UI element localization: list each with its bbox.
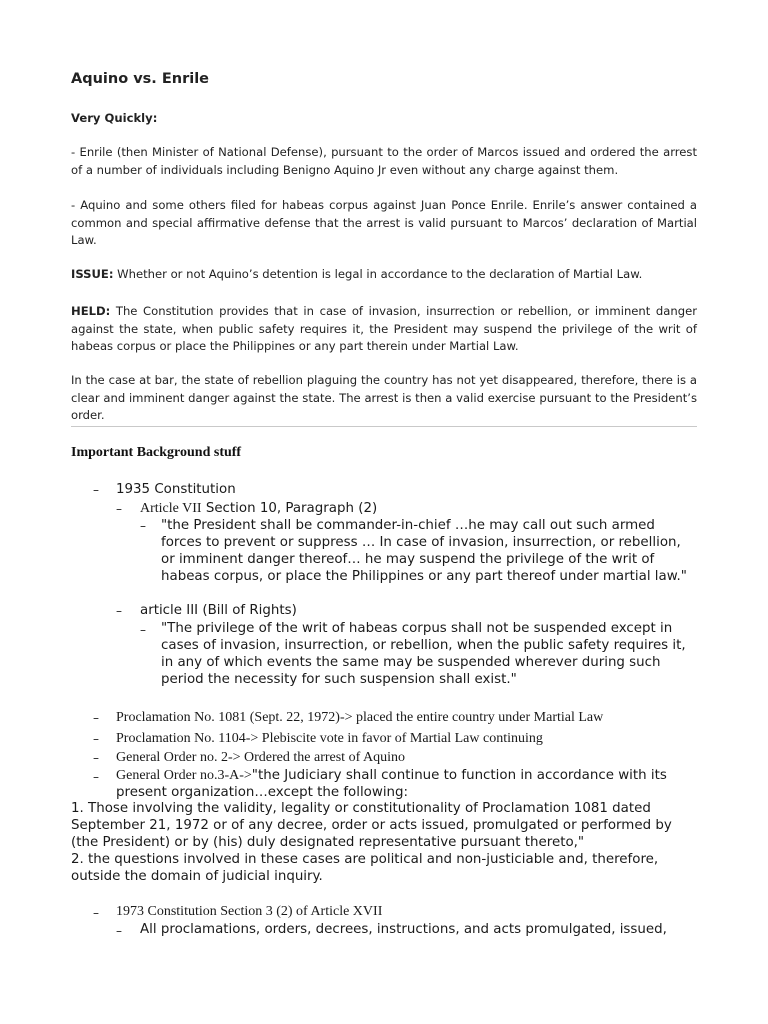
list-item-proclamation-1104: Proclamation No. 1104-> Plebiscite vote in favor of Martial Law continuing bbox=[116, 731, 543, 746]
list-item-1935-constitution: 1935 Constitution bbox=[116, 482, 236, 497]
list-item-article-vii bbox=[140, 499, 377, 517]
article-vii-label: Article VII bbox=[140, 501, 202, 516]
list-item-proclamation-1081: Proclamation No. 1081 (Sept. 22, 1972)-> placed the entire country under Martial Law bbox=[116, 710, 604, 725]
list-dash: – bbox=[93, 483, 99, 497]
general-order-3a-label: General Order no.3-A-> bbox=[116, 768, 252, 783]
document-title: Aquino vs. Enrile bbox=[71, 71, 210, 87]
section-divider bbox=[71, 426, 697, 427]
paragraph-habeas-corpus: - Aquino and some others filed for habeas corpus against Juan Ponce Enrile. Enrile’s answer contained a common and special affirmative defense that the arrest is valid pursuant to Marcos’ declaration of Martial Law. bbox=[71, 198, 697, 247]
list-item-general-order-2: General Order no. 2-> Ordered the arrest of Aquino bbox=[116, 750, 405, 765]
list-item-article-iii: article III (Bill of Rights) bbox=[140, 603, 297, 618]
list-dash: – bbox=[93, 906, 99, 920]
issue-text: Whether or not Aquino’s detention is legal in accordance to the declaration of Martial Law. bbox=[113, 267, 643, 281]
general-order-3a-exception-2: 2. the questions involved in these cases are political and non-justiciable and, therefore, outside the domain of judicial inquiry. bbox=[71, 852, 659, 884]
list-dash: – bbox=[116, 502, 122, 516]
paragraph-enrile-order: - Enrile (then Minister of National Defense), pursuant to the order of Marcos issued and ordered the arrest of a number of individuals including Benigno Aquino Jr even without any charge against them. bbox=[71, 145, 697, 177]
paragraph-case-at-bar: In the case at bar, the state of rebellion plaguing the country has not yet disappeared, therefore, there is a clear and imminent danger against the state. The arrest is then a valid exercise pursuant to the President’s order. bbox=[71, 373, 697, 422]
held-paragraph bbox=[71, 303, 697, 356]
background-title: Important Background stuff bbox=[71, 445, 242, 460]
article-iii-quote: "The privilege of the writ of habeas corpus shall not be suspended except in cases of invasion, insurrection, or rebellion, when the public safety requires it, in any of which events the same may be suspended wherever during such period the necessity for such suspension shall exist." bbox=[161, 621, 686, 687]
list-dash: – bbox=[116, 604, 122, 618]
held-label: HELD: bbox=[71, 304, 111, 318]
list-dash: – bbox=[93, 751, 99, 765]
general-order-3a-exception-1: 1. Those involving the validity, legality or constitutionality of Proclamation 1081 dated September 21, 1972 or of any decree, order or acts issued, promulgated or performed by (the President) or by (his) duly designated representative pursuant thereto," bbox=[71, 801, 672, 850]
article-vii-quote: "the President shall be commander-in-chief …he may call out such armed forces to prevent or suppress … In case of invasion, insurrection, or rebellion, or imminent danger thereof… he may suspend the privilege of the writ of habeas corpus, or place the Philippines or any part thereof under martial law." bbox=[161, 518, 687, 584]
section-subtitle: Very Quickly: bbox=[71, 111, 158, 125]
list-dash: – bbox=[116, 924, 122, 938]
held-text: The Constitution provides that in case of invasion, insurrection or rebellion, or imminent danger against the state, when public safety requires it, the President may suspend the privilege of the writ of habeas corpus or place the Philippines or any part therein under Martial Law. bbox=[71, 304, 697, 353]
list-dash: – bbox=[93, 711, 99, 725]
list-item-1973-proclamations: All proclamations, orders, decrees, instructions, and acts promulgated, issued, bbox=[140, 922, 667, 937]
list-item-1973-constitution: 1973 Constitution Section 3 (2) of Article XVII bbox=[116, 904, 383, 919]
list-dash: – bbox=[140, 519, 146, 533]
list-dash: – bbox=[93, 770, 99, 784]
issue-paragraph bbox=[71, 266, 697, 284]
issue-label: ISSUE: bbox=[71, 267, 114, 281]
article-vii-section: Section 10, Paragraph (2) bbox=[201, 501, 378, 516]
list-dash: – bbox=[93, 732, 99, 746]
general-order-3a-quote: "the Judiciary shall continue to function in accordance with its present organization…except the following: bbox=[116, 768, 667, 800]
list-item-general-order-3a bbox=[116, 767, 696, 801]
list-dash: – bbox=[140, 623, 146, 637]
